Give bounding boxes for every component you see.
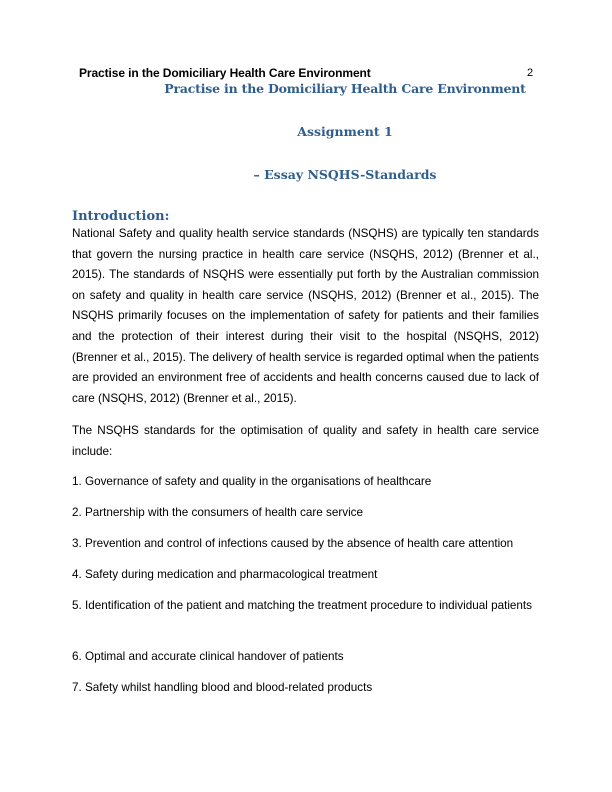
list-item: 1. Governance of safety and quality in the organisations of healthcare [72,475,432,488]
list-item: 6. Optimal and accurate clinical handover of patients [72,650,344,663]
essay-subtitle: – Essay NSQHS-Standards [253,167,437,182]
introduction-heading: Introduction: [72,209,170,224]
list-item: 5. Identification of the patient and matching the treatment procedure to individual patients [72,599,533,612]
list-item: 3. Prevention and control of infections caused by the absence of health care attention [72,537,514,550]
introduction-paragraph: National Safety and quality health service standards (NSQHS) are typically ten standards that govern the nursing practice in health care service (NSQHS, 2012) (Brenner et al., 2015). The standards of NSQHS were essentially put forth by the Australian commission on safety and quality in health care service (NSQHS, 2012) (Brenner et al., 2015). The NSQHS primarily focuses on the implementation of safety for patients and their families and the protection of their interest during their visit to the hospital (NSQHS, 2012) (Brenner et al., 2015). The delivery of health service is regarded optimal when the patients are provided an environment free of accidents and health concerns caused due to lack of care (NSQHS, 2012) (Brenner et al., 2015). [72,227,539,405]
running-head: Practise in the Domiciliary Health Care Environment [79,66,371,80]
standards-intro-paragraph: The NSQHS standards for the optimisation of quality and safety in health care service include: [72,424,539,458]
list-item: 2. Partnership with the consumers of health care service [72,506,364,519]
document-title: Practise in the Domiciliary Health Care Environment [164,81,526,96]
assignment-heading: Assignment 1 [297,124,393,139]
list-item: 4. Safety during medication and pharmacological treatment [72,568,378,581]
list-item: 7. Safety whilst handling blood and blood-related products [72,681,373,694]
page-number: 2 [527,67,534,79]
